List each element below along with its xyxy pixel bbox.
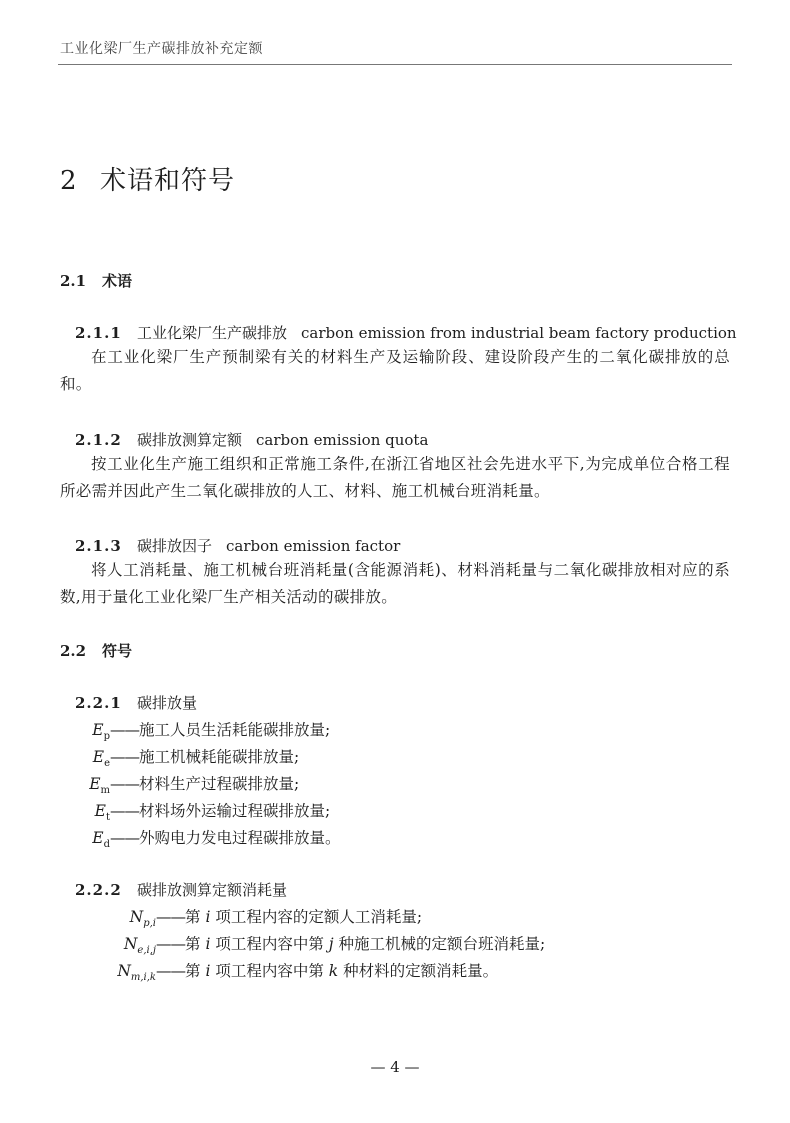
chapter-title: 术语和符号 [100,166,236,196]
symbol-row [60,826,341,850]
symbol: $E_p$ [92,721,110,743]
symbol-description: 施工人员生活耗能碳排放量; [139,721,331,739]
term-2-1-1-heading [75,322,737,343]
symbol-row [60,959,498,983]
subsection-number: 2.2.2 [75,881,122,899]
symbol-description: 施工机械耗能碳排放量; [139,748,300,766]
section-number: 2.1 [60,272,87,290]
term-2-1-3-heading [75,535,400,556]
term-2-1-3-definition: 将人工消耗量、施工机械台班消耗量(含能源消耗)、材料消耗量与二氧化碳排放相对应的系数,用于量化工业化梁厂生产相关活动的碳排放。 [60,561,730,606]
term-2-1-2-definition: 按工业化生产施工组织和正常施工条件,在浙江省地区社会先进水平下,为完成单位合格工程所必需并因此产生二氧化碳排放的人工、材料、施工机械台班消耗量。 [60,455,730,500]
section-number: 2.2 [60,642,87,660]
symbol-row [60,799,330,823]
term-title: 碳排放测算定额 [137,431,243,449]
symbol-row [60,745,299,769]
symbol-row [60,932,545,956]
symbol-row [60,718,330,742]
page-number: — 4 — [370,1058,420,1076]
dash: —— [110,829,139,847]
symbol-row [60,772,299,796]
section-title: 符号 [102,642,133,660]
dash: —— [110,775,139,793]
symbol: $E_m$ [89,775,110,797]
symbol-2-2-1-heading [75,692,197,713]
term-english: carbon emission quota [256,431,429,449]
subsection-title: 碳排放测算定额消耗量 [137,881,288,899]
symbol-description: 材料生产过程碳排放量; [139,775,300,793]
symbol-description: 外购电力发电过程碳排放量。 [139,829,341,847]
symbol-description: 第 i 项工程内容中第 j 种施工机械的定额台班消耗量; [185,935,546,953]
term-2-1-2-heading [75,429,428,450]
section-2-2-heading [60,640,132,661]
symbol: $N_{e,i,j}$ [123,935,156,957]
term-number: 2.1.1 [75,324,122,342]
term-english: carbon emission from industrial beam factory production [301,324,737,342]
symbol: $E_d$ [92,829,110,851]
header-rule [58,64,732,65]
dash: —— [156,908,185,926]
term-2-1-1-definition: 在工业化梁厂生产预制梁有关的材料生产及运输阶段、建设阶段产生的二氧化碳排放的总和。 [60,348,730,393]
section-title: 术语 [102,272,133,290]
symbol-row [60,905,422,929]
term-number: 2.1.3 [75,537,122,555]
dash: —— [156,935,185,953]
symbol: $E_e$ [92,748,110,770]
term-english: carbon emission factor [226,537,401,555]
dash: —— [110,748,139,766]
symbol-description: 第 i 项工程内容中第 k 种材料的定额消耗量。 [185,962,499,980]
symbol: $N_{m,i,k}$ [117,962,156,984]
term-title: 碳排放因子 [137,537,213,555]
term-title: 工业化梁厂生产碳排放 [137,324,288,342]
chapter-heading [60,160,235,197]
dash: —— [110,721,139,739]
symbol-2-2-2-heading [75,879,287,900]
dash: —— [156,962,185,980]
subsection-number: 2.2.1 [75,694,122,712]
section-2-1-heading [60,270,132,291]
term-number: 2.1.2 [75,431,122,449]
dash: —— [110,802,139,820]
symbol-description: 第 i 项工程内容的定额人工消耗量; [185,908,423,926]
symbol: $N_{p,i}$ [129,908,156,930]
symbol-description: 材料场外运输过程碳排放量; [139,802,331,820]
chapter-number: 2 [60,166,78,196]
running-header: 工业化梁厂生产碳排放补充定额 [60,41,263,57]
subsection-title: 碳排放量 [137,694,198,712]
symbol: $E_t$ [94,802,110,824]
